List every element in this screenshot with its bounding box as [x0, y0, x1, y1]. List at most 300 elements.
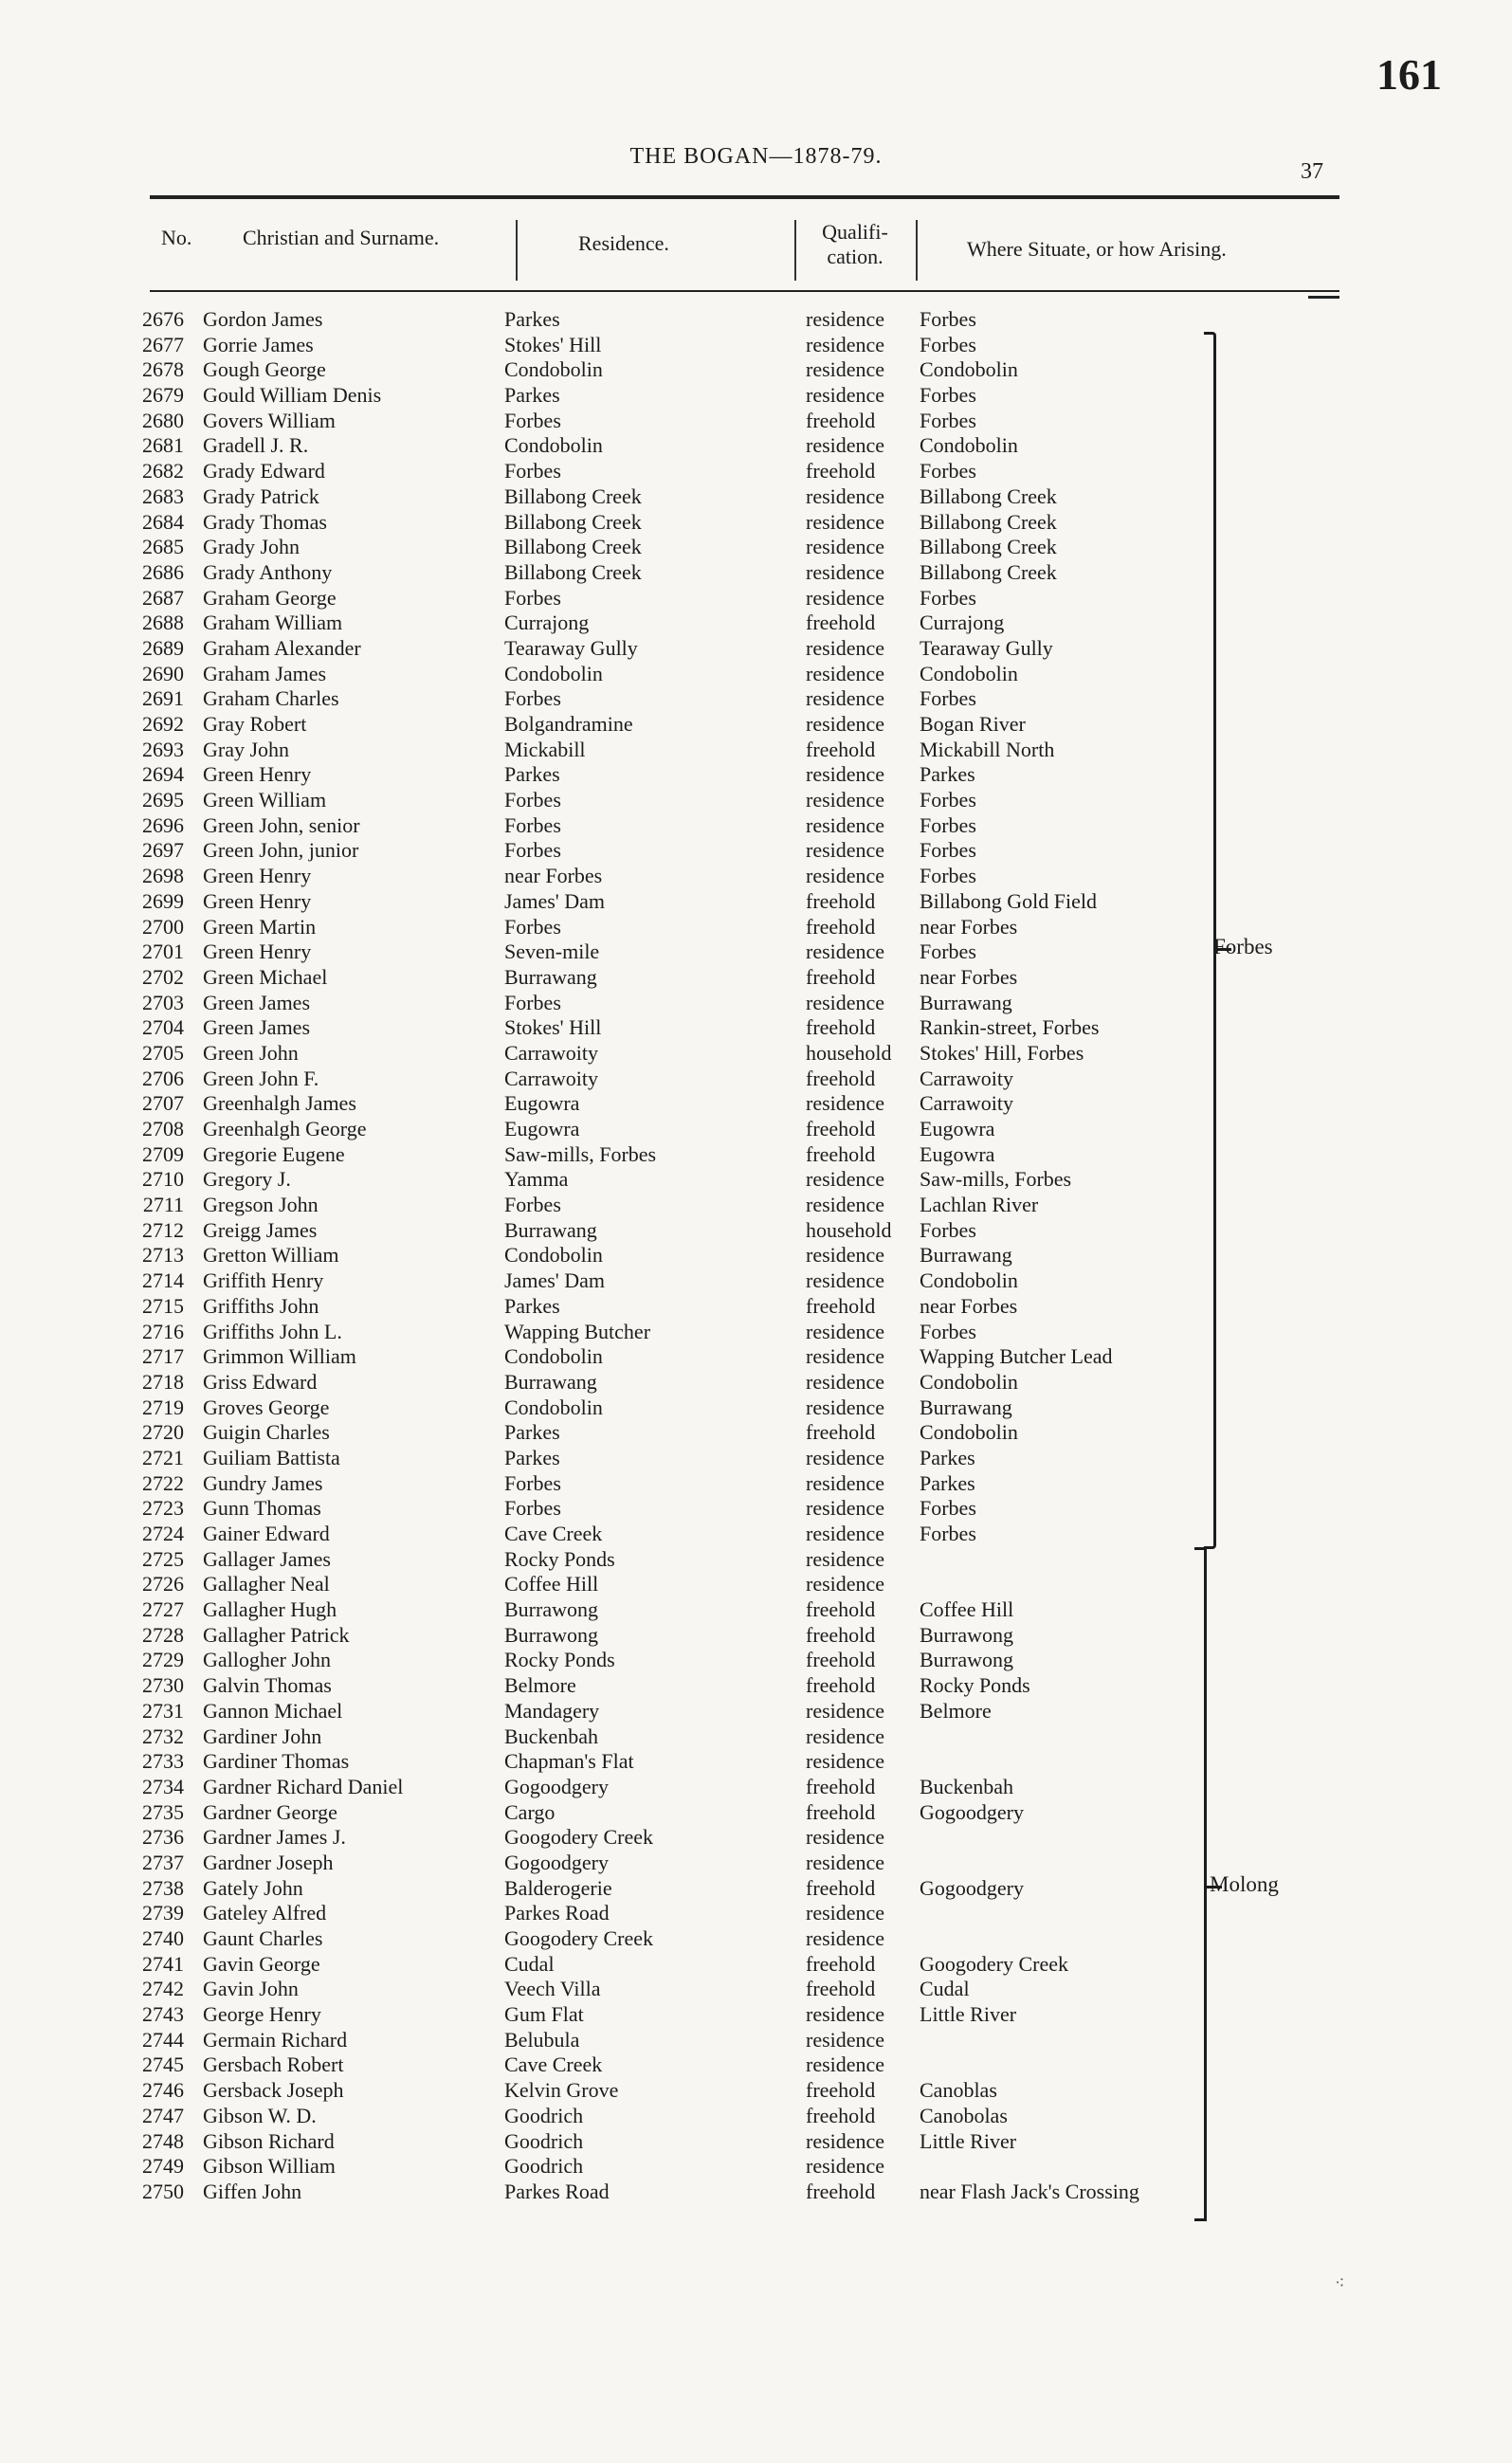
table-row [0, 1901, 1512, 1926]
entry-number: 2730 [142, 1673, 184, 1698]
entry-where-situate: Little River [920, 2002, 1017, 2027]
entry-qualification: freehold [806, 737, 876, 761]
entry-name: Gately John [203, 1875, 303, 1900]
table-row [0, 1218, 1512, 1244]
entry-number: 2720 [142, 1420, 184, 1445]
table-row [0, 636, 1512, 662]
entry-qualification: residence [806, 940, 885, 964]
entry-qualification: residence [806, 788, 885, 812]
entry-where-situate: Forbes [920, 1217, 976, 1242]
table-row [0, 662, 1512, 687]
entry-where-situate: Condobolin [920, 1369, 1018, 1394]
entry-name: Giffen John [203, 2179, 302, 2203]
page-number: 161 [1376, 50, 1442, 99]
table-row [0, 915, 1512, 940]
entry-residence: Cave Creek [504, 2052, 603, 2077]
table-row [0, 1067, 1512, 1092]
entry-where-situate: Belmore [920, 1698, 992, 1723]
entry-residence: Veech Villa [504, 1977, 601, 2001]
table-row [0, 409, 1512, 434]
entry-residence: Forbes [504, 459, 561, 483]
entry-where-situate: Gogoodgery [920, 1875, 1024, 1900]
entry-where-situate: Forbes [920, 940, 976, 964]
entry-qualification: residence [806, 1445, 885, 1469]
entry-name: Griffith Henry [203, 1268, 324, 1293]
entry-number: 2679 [142, 383, 184, 408]
entry-qualification: residence [806, 2154, 885, 2179]
entry-name: Gavin John [203, 1977, 299, 2001]
entry-number: 2733 [142, 1749, 184, 1774]
entry-qualification: residence [806, 1698, 885, 1723]
entry-number: 2721 [142, 1445, 184, 1469]
column-separator [916, 220, 918, 281]
entry-where-situate: Coffee Hill [920, 1597, 1014, 1622]
entry-residence: Billabong Creek [504, 559, 642, 584]
entry-residence: Eugowra [504, 1091, 580, 1116]
table-row [0, 738, 1512, 763]
entry-name: Greenhalgh James [203, 1091, 356, 1116]
entry-qualification: residence [806, 1319, 885, 1343]
table-row [0, 1446, 1512, 1471]
entry-name: Gallogher John [203, 1648, 332, 1672]
entry-residence: Parkes Road [504, 2179, 610, 2203]
entry-number: 2703 [142, 990, 184, 1014]
entry-name: Gaunt Charles [203, 1926, 323, 1950]
entry-where-situate: Billabong Gold Field [920, 888, 1097, 913]
entry-qualification: freehold [806, 1622, 876, 1647]
entry-number: 2677 [142, 332, 184, 356]
entry-number: 2697 [142, 838, 184, 863]
table-row [0, 1396, 1512, 1421]
entry-where-situate: Eugowra [920, 1141, 995, 1166]
table-row [0, 1344, 1512, 1370]
entry-name: Gainer Edward [203, 1522, 330, 1545]
entry-where-situate: near Forbes [920, 1293, 1018, 1318]
table-row [0, 1597, 1512, 1623]
table-row [0, 2078, 1512, 2104]
entry-qualification: freehold [806, 1875, 876, 1900]
entry-where-situate: Stokes' Hill, Forbes [920, 1040, 1084, 1065]
entry-residence: Stokes' Hill [504, 1015, 602, 1040]
entry-qualification: freehold [806, 1141, 876, 1166]
entry-name: Greenhalgh George [203, 1117, 367, 1140]
header-bottom-rule [150, 290, 1339, 292]
table-row [0, 1724, 1512, 1750]
entry-where-situate: Forbes [920, 383, 976, 408]
entry-residence: Chapman's Flat [504, 1749, 634, 1774]
entry-name: Gould William Denis [203, 383, 382, 408]
entry-residence: Kelvin Grove [504, 2078, 619, 2103]
entry-qualification: freehold [806, 888, 876, 913]
entry-residence: Belmore [504, 1673, 576, 1698]
entry-residence: Cargo [504, 1799, 556, 1824]
entry-number: 2688 [142, 611, 184, 635]
entry-number: 2712 [142, 1217, 184, 1242]
entry-name: Green Henry [203, 940, 312, 964]
entry-name: Germain Richard [203, 2027, 348, 2052]
entry-number: 2737 [142, 1850, 184, 1874]
entry-qualification: residence [806, 990, 885, 1014]
table-row [0, 1876, 1512, 1902]
entry-name: Gundry James [203, 1470, 323, 1495]
table-row [0, 1775, 1512, 1800]
table-row [0, 889, 1512, 915]
entry-number: 2696 [142, 812, 184, 837]
entry-name: George Henry [203, 2002, 321, 2027]
entry-name: Gardiner John [203, 1724, 322, 1748]
entry-qualification: residence [806, 1193, 885, 1217]
table-row [0, 1648, 1512, 1673]
entry-number: 2725 [142, 1546, 184, 1571]
entry-residence: Goodrich [504, 2128, 584, 2153]
entry-qualification: residence [806, 559, 885, 584]
entry-where-situate: Cudal [920, 1977, 970, 2001]
entry-where-situate: near Flash Jack's Crossing [920, 2179, 1139, 2203]
table-row [0, 535, 1512, 560]
table-row [0, 1471, 1512, 1497]
entry-residence: Yamma [504, 1167, 569, 1192]
entry-where-situate: Googodery Creek [920, 1951, 1069, 1976]
entry-number: 2700 [142, 914, 184, 939]
table-row [0, 383, 1512, 409]
entry-residence: Forbes [504, 408, 561, 432]
column-header-name: Christian and Surname. [243, 226, 440, 249]
entry-residence: Mickabill [504, 737, 586, 761]
entry-number: 2701 [142, 940, 184, 964]
entry-qualification: freehold [806, 2103, 876, 2127]
entry-name: Green John [203, 1040, 299, 1065]
entry-number: 2750 [142, 2179, 184, 2203]
entry-residence: Forbes [504, 585, 561, 610]
entry-number: 2746 [142, 2078, 184, 2103]
table-row [0, 1015, 1512, 1041]
entry-where-situate: Carrawoity [920, 1066, 1013, 1090]
entry-number: 2684 [142, 509, 184, 534]
entry-residence: Gogoodgery [504, 1774, 609, 1798]
entry-residence: Gum Flat [504, 2002, 584, 2027]
entry-number: 2702 [142, 964, 184, 989]
entry-qualification: residence [806, 433, 885, 458]
entry-number: 2687 [142, 585, 184, 610]
entry-residence: Parkes [504, 762, 560, 787]
entry-residence: Mandagery [504, 1698, 600, 1723]
entry-number: 2740 [142, 1926, 184, 1950]
entry-residence: Stokes' Hill [504, 332, 602, 356]
table-row [0, 2154, 1512, 2180]
entry-qualification: residence [806, 812, 885, 837]
table-row [0, 1243, 1512, 1268]
entry-residence: Rocky Ponds [504, 1648, 615, 1672]
entry-number: 2743 [142, 2002, 184, 2027]
column-header-no: No. [161, 226, 192, 249]
running-title: THE BOGAN—1878-79. [629, 144, 883, 169]
entry-residence: Burrawang [504, 1217, 597, 1242]
entry-where-situate: Eugowra [920, 1117, 995, 1140]
table-row [0, 560, 1512, 586]
table-row [0, 2180, 1512, 2205]
entry-number: 2711 [142, 1193, 184, 1217]
column-header-qualification [808, 220, 902, 269]
entry-where-situate: Forbes [920, 788, 976, 812]
entry-qualification: residence [806, 383, 885, 408]
entry-where-situate: Burrawang [920, 1243, 1012, 1268]
entry-number: 2680 [142, 408, 184, 432]
table-row [0, 1825, 1512, 1851]
entry-number: 2705 [142, 1040, 184, 1065]
entry-residence: Billabong Creek [504, 509, 642, 534]
entry-residence: Burrawong [504, 1622, 598, 1647]
table-row [0, 1522, 1512, 1547]
entry-where-situate: Parkes [920, 1470, 975, 1495]
entry-number: 2728 [142, 1622, 184, 1647]
entry-name: Green John, junior [203, 838, 359, 863]
table-row [0, 762, 1512, 788]
entry-where-situate: Burrawong [920, 1622, 1013, 1647]
entry-residence: Billabong Creek [504, 483, 642, 508]
table-row [0, 1800, 1512, 1826]
entry-where-situate: Forbes [920, 864, 976, 888]
entry-residence: Billabong Creek [504, 535, 642, 559]
entry-name: Gretton William [203, 1243, 339, 1268]
entry-name: Griffiths John [203, 1293, 319, 1318]
column-header-residence: Residence. [578, 231, 669, 255]
entry-name: Gorrie James [203, 332, 314, 356]
entry-residence: Googodery Creek [504, 1825, 654, 1850]
entry-name: Green William [203, 788, 327, 812]
entry-qualification: freehold [806, 1597, 876, 1622]
entry-where-situate: Condobolin [920, 1268, 1018, 1293]
entry-name: Graham Charles [203, 686, 339, 711]
header-top-rule [150, 195, 1339, 199]
entry-where-situate: Tearaway Gully [920, 635, 1053, 660]
entry-qualification: residence [806, 1724, 885, 1748]
entry-residence: Forbes [504, 1496, 561, 1521]
entry-number: 2698 [142, 864, 184, 888]
entry-name: Gibson Richard [203, 2128, 335, 2153]
entry-qualification: freehold [806, 2078, 876, 2103]
entry-name: Gregorie Eugene [203, 1141, 345, 1166]
table-row [0, 459, 1512, 484]
entry-name: Guiliam Battista [203, 1445, 340, 1469]
entry-name: Graham James [203, 661, 327, 685]
entry-number: 2716 [142, 1319, 184, 1343]
entry-where-situate: Forbes [920, 686, 976, 711]
entry-where-situate: Forbes [920, 838, 976, 863]
entry-name: Gregson John [203, 1193, 319, 1217]
entry-name: Grady John [203, 535, 301, 559]
entry-name: Gradell J. R. [203, 433, 309, 458]
entry-number: 2678 [142, 357, 184, 382]
entry-qualification: residence [806, 1369, 885, 1394]
entry-number: 2742 [142, 1977, 184, 2001]
entry-residence: James' Dam [504, 1268, 605, 1293]
entry-qualification: freehold [806, 1977, 876, 2001]
entry-name: Grady Edward [203, 459, 325, 483]
entry-name: Green Henry [203, 888, 312, 913]
entry-name: Gibson W. D. [203, 2103, 317, 2127]
entry-where-situate: Forbes [920, 812, 976, 837]
entry-number: 2723 [142, 1496, 184, 1521]
entry-qualification: freehold [806, 1293, 876, 1318]
table-row [0, 1320, 1512, 1345]
table-row [0, 1623, 1512, 1649]
entry-residence: Parkes [504, 1420, 560, 1445]
table-row [0, 1420, 1512, 1446]
entry-name: Grimmon William [203, 1344, 356, 1369]
entry-where-situate: Billabong Creek [920, 535, 1057, 559]
entry-qualification: residence [806, 1243, 885, 1268]
table-row [0, 1572, 1512, 1597]
table-row [0, 1977, 1512, 2002]
entry-residence: Burrawang [504, 964, 597, 989]
entry-name: Gough George [203, 357, 326, 382]
entry-number: 2691 [142, 686, 184, 711]
table-row [0, 991, 1512, 1016]
table-row [0, 1699, 1512, 1724]
entry-residence: Seven-mile [504, 940, 600, 964]
entry-qualification: freehold [806, 2179, 876, 2203]
table-row [0, 1496, 1512, 1522]
table-row [0, 2052, 1512, 2078]
table-row [0, 484, 1512, 510]
entry-qualification: freehold [806, 1015, 876, 1040]
entry-number: 2727 [142, 1597, 184, 1622]
entry-residence: Forbes [504, 1470, 561, 1495]
entry-qualification: freehold [806, 1066, 876, 1090]
entry-residence: Condobolin [504, 1243, 603, 1268]
entry-residence: Forbes [504, 788, 561, 812]
entry-number: 2734 [142, 1774, 184, 1798]
table-row [0, 1041, 1512, 1067]
entry-residence: Rocky Ponds [504, 1546, 615, 1571]
entry-residence: Tearaway Gully [504, 635, 638, 660]
entry-name: Gavin George [203, 1951, 320, 1976]
entry-residence: James' Dam [504, 888, 605, 913]
table-row [0, 1370, 1512, 1396]
entry-qualification: residence [806, 357, 885, 382]
entry-number: 2690 [142, 661, 184, 685]
entry-qualification: residence [806, 1850, 885, 1874]
entry-qualification: residence [806, 838, 885, 863]
entry-number: 2704 [142, 1015, 184, 1040]
entry-qualification: residence [806, 585, 885, 610]
entry-qualification: residence [806, 1268, 885, 1293]
table-row [0, 1142, 1512, 1168]
entry-number: 2710 [142, 1167, 184, 1192]
entry-number: 2695 [142, 788, 184, 812]
table-row [0, 1117, 1512, 1142]
entry-qualification: freehold [806, 1774, 876, 1798]
register-table-body [0, 307, 1512, 2205]
entry-name: Galvin Thomas [203, 1673, 332, 1698]
entry-residence: Balderogerie [504, 1875, 612, 1900]
entry-number: 2719 [142, 1395, 184, 1419]
entry-number: 2714 [142, 1268, 184, 1293]
entry-name: Govers William [203, 408, 336, 432]
table-row [0, 433, 1512, 459]
entry-qualification: residence [806, 762, 885, 787]
entry-name: Graham Alexander [203, 635, 361, 660]
entry-number: 2718 [142, 1369, 184, 1394]
entry-residence: Parkes [504, 307, 560, 331]
entry-qualification: freehold [806, 1420, 876, 1445]
entry-number: 2707 [142, 1091, 184, 1116]
column-header-where: Where Situate, or how Arising. [967, 237, 1227, 261]
entry-where-situate: Currajong [920, 611, 1005, 635]
entry-number: 2694 [142, 762, 184, 787]
entry-number: 2715 [142, 1293, 184, 1318]
entry-number: 2744 [142, 2027, 184, 2052]
entry-qualification: household [806, 1040, 892, 1065]
entry-number: 2741 [142, 1951, 184, 1976]
entry-residence: Gogoodgery [504, 1850, 609, 1874]
entry-number: 2713 [142, 1243, 184, 1268]
group-label-molong: Molong [1210, 1872, 1279, 1896]
entry-qualification: residence [806, 1522, 885, 1545]
group-bracket-molong [1194, 1547, 1207, 2221]
entry-number: 2708 [142, 1117, 184, 1140]
entry-qualification: residence [806, 2128, 885, 2153]
table-row [0, 788, 1512, 813]
table-row [0, 813, 1512, 839]
entry-qualification: residence [806, 1546, 885, 1571]
entry-qualification: residence [806, 2027, 885, 2052]
entry-qualification: residence [806, 332, 885, 356]
entry-qualification: residence [806, 1167, 885, 1192]
entry-name: Gray Robert [203, 712, 307, 736]
entry-residence: Googodery Creek [504, 1926, 654, 1950]
entry-where-situate: Little River [920, 2128, 1017, 2153]
entry-number: 2722 [142, 1470, 184, 1495]
entry-number: 2748 [142, 2128, 184, 2153]
entry-where-situate: Parkes [920, 762, 975, 787]
entry-number: 2747 [142, 2103, 184, 2127]
entry-where-situate: Bogan River [920, 712, 1026, 736]
entry-residence: Bolgandramine [504, 712, 633, 736]
table-row [0, 1167, 1512, 1193]
entry-name: Gardner Richard Daniel [203, 1774, 404, 1798]
entry-name: Groves George [203, 1395, 330, 1419]
entry-qualification: residence [806, 509, 885, 534]
entry-name: Grady Anthony [203, 559, 333, 584]
group-label-forbes: Forbes [1213, 935, 1273, 958]
entry-qualification: freehold [806, 611, 876, 635]
column-separator [516, 220, 518, 281]
entry-name: Gallager James [203, 1546, 331, 1571]
entry-qualification: freehold [806, 1951, 876, 1976]
entry-where-situate: Mickabill North [920, 737, 1055, 761]
entry-name: Gibson William [203, 2154, 336, 2179]
entry-name: Griffiths John L. [203, 1319, 342, 1343]
entry-where-situate: Wapping Butcher Lead [920, 1344, 1113, 1369]
entry-qualification: freehold [806, 1648, 876, 1672]
entry-qualification: freehold [806, 1117, 876, 1140]
entry-where-situate: Burrawang [920, 1395, 1012, 1419]
entry-qualification: freehold [806, 964, 876, 989]
entry-residence: Goodrich [504, 2103, 584, 2127]
entry-qualification: residence [806, 1395, 885, 1419]
entry-number: 2738 [142, 1875, 184, 1900]
table-row [0, 1091, 1512, 1117]
entry-where-situate: Burrawang [920, 990, 1012, 1014]
entry-name: Gardner James J. [203, 1825, 346, 1850]
entry-where-situate: Condobolin [920, 357, 1018, 382]
table-row [0, 1547, 1512, 1573]
table-row [0, 357, 1512, 383]
entry-where-situate: Forbes [920, 332, 976, 356]
entry-residence: Burrawang [504, 1369, 597, 1394]
entry-where-situate: Forbes [920, 408, 976, 432]
